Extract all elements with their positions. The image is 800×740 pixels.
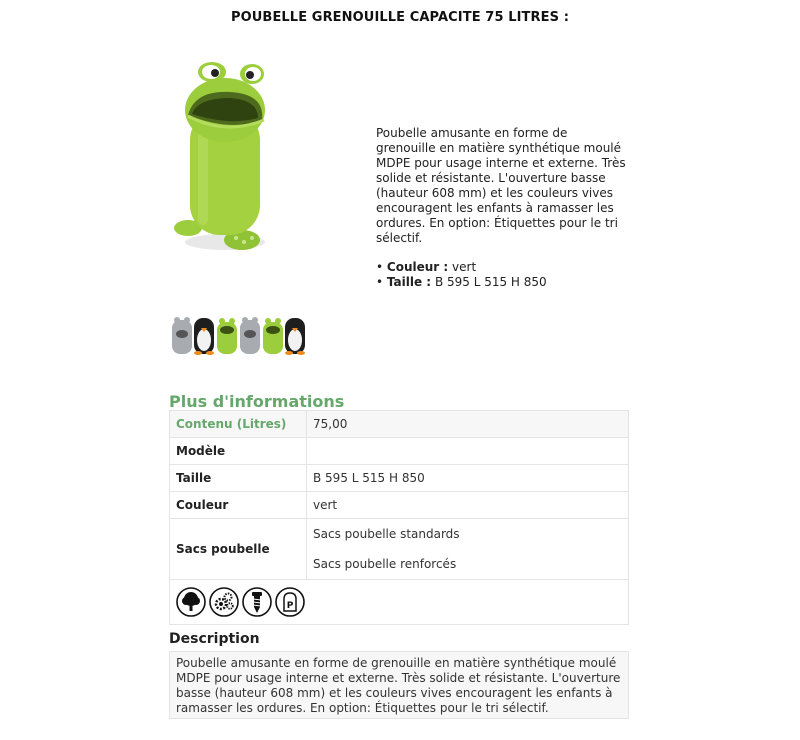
more-info-heading: Plus d'informations bbox=[169, 392, 345, 411]
description-heading: Description bbox=[169, 631, 260, 647]
row-value bbox=[307, 438, 629, 465]
row-value: 75,00 bbox=[307, 411, 629, 438]
product-intro: Poubelle amusante en forme de grenouille en matière synthétique moulé MDPE pour usage interne et externe. Très solide et résistante. L'ouverture basse (hauteur 608 mm) et les couleurs vives encouragent les enfants à ramasser les ordures. En option: Étiquettes pour le tri sélectif. bbox=[376, 126, 626, 245]
svg-text:P: P bbox=[286, 601, 294, 611]
row-label: Modèle bbox=[170, 438, 307, 465]
row-label: Contenu (Litres) bbox=[170, 411, 307, 438]
parking-bin-icon bbox=[275, 587, 305, 617]
table-row bbox=[170, 492, 629, 519]
info-table bbox=[169, 410, 629, 625]
row-value: B 595 L 515 H 850 bbox=[307, 465, 629, 492]
tree-icon bbox=[176, 587, 206, 617]
product-image[interactable] bbox=[170, 60, 280, 260]
table-row bbox=[170, 465, 629, 492]
product-specs bbox=[376, 260, 626, 290]
table-row bbox=[170, 411, 629, 438]
row-label: Sacs poubelle bbox=[170, 519, 307, 580]
gears-icon bbox=[209, 587, 239, 617]
row-label: Couleur bbox=[170, 492, 307, 519]
row-value: vert bbox=[307, 492, 629, 519]
spec-couleur: • Couleur : vert bbox=[376, 260, 477, 274]
spec-taille: • Taille : B 595 L 515 H 850 bbox=[376, 275, 547, 289]
table-row bbox=[170, 580, 629, 625]
table-row bbox=[170, 438, 629, 465]
product-thumbnail[interactable] bbox=[170, 314, 306, 356]
row-value bbox=[307, 519, 629, 580]
screw-icon bbox=[242, 587, 272, 617]
description-text: Poubelle amusante en forme de grenouille en matière synthétique moulé MDPE pour usage interne et externe. Très solide et résistante. L'ouverture basse (hauteur 608 mm) et les couleurs vives encouragent les enfants à ramasser les ordures. En option: Étiquettes pour le tri sélectif. bbox=[169, 651, 629, 719]
page-title: POUBELLE GRENOUILLE CAPACITE 75 LITRES : bbox=[231, 10, 569, 25]
feature-icons-cell bbox=[170, 580, 629, 625]
row-label: Taille bbox=[170, 465, 307, 492]
table-row bbox=[170, 519, 629, 580]
sacs-option: Sacs poubelle standards bbox=[313, 527, 460, 541]
sacs-option: Sacs poubelle renforcés bbox=[313, 557, 457, 571]
